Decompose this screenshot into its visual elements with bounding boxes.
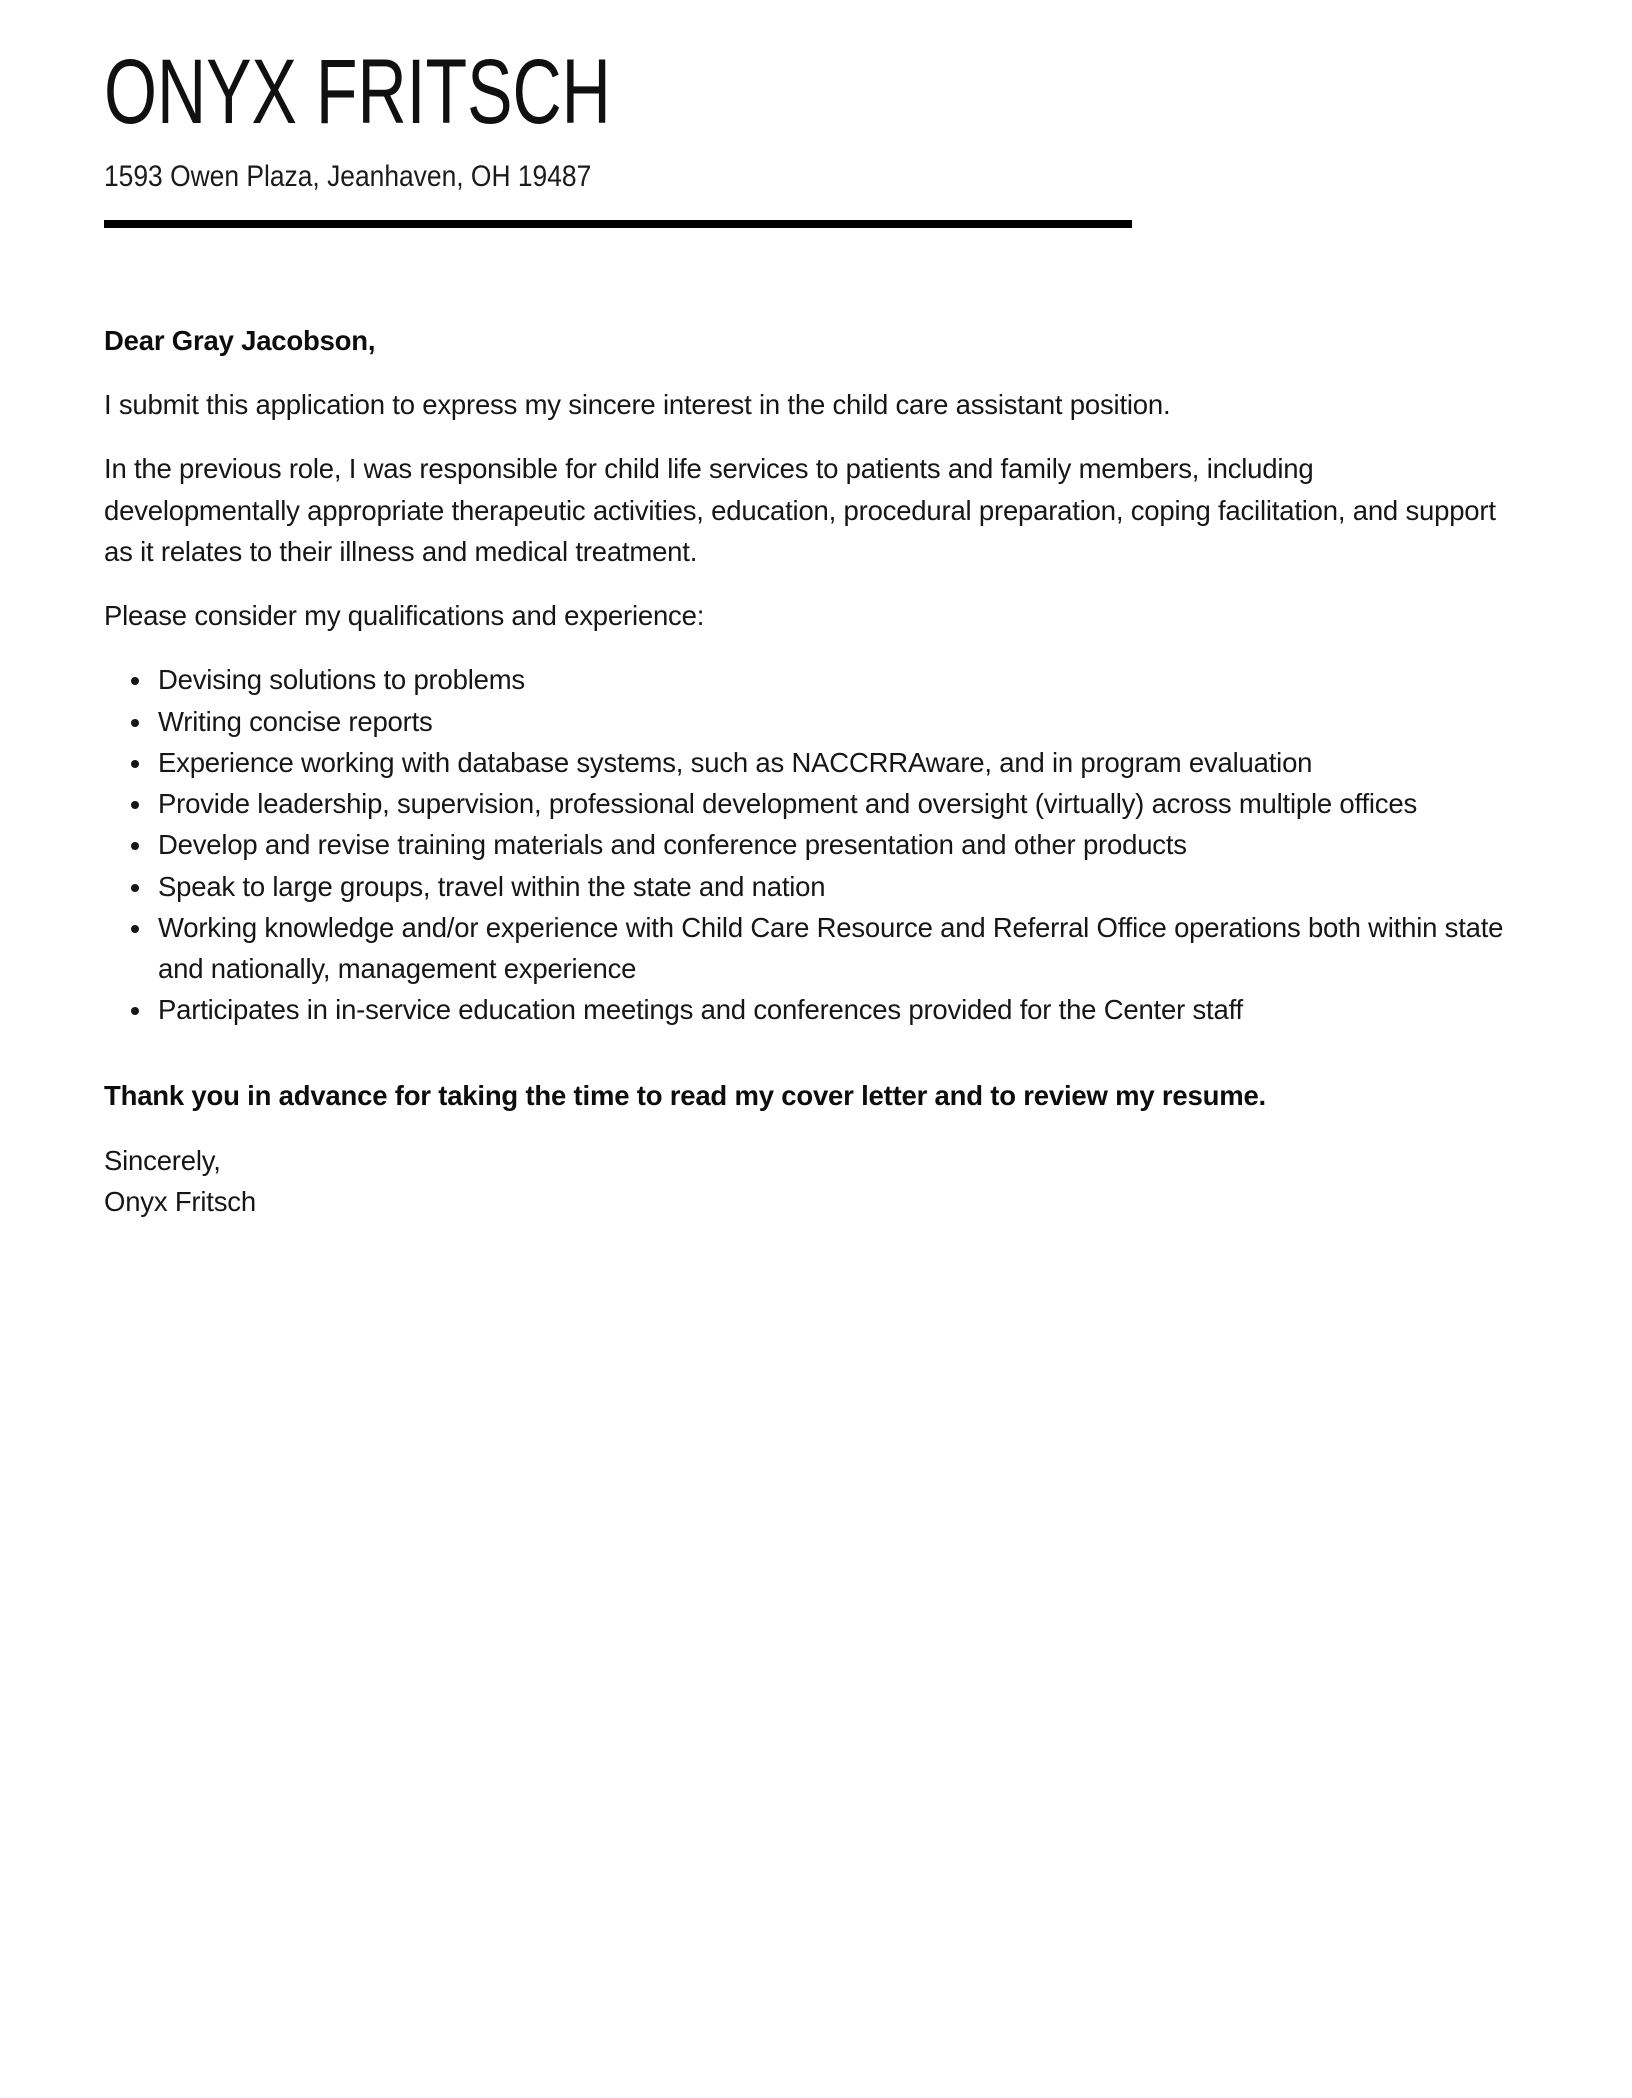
paragraph-qualifications-lead: Please consider my qualifications and experience: bbox=[104, 600, 705, 632]
qualification-item: • Develop and revise training materials and conference presentation and other products bbox=[154, 824, 1504, 865]
salutation: Dear Gray Jacobson, bbox=[104, 324, 376, 356]
header-divider-rule bbox=[104, 220, 1132, 228]
qualifications-list bbox=[104, 659, 1504, 1030]
qualification-item: • Speak to large groups, travel within the state and nation bbox=[154, 866, 1504, 907]
paragraph-intro: I submit this application to express my sincere interest in the child care assistant position. bbox=[104, 389, 1171, 421]
qualification-item: • Working knowledge and/or experience with Child Care Resource and Referral Office operations both within state and nationally, management experience bbox=[154, 907, 1504, 990]
letter-header bbox=[104, 40, 1504, 228]
valediction: Sincerely, bbox=[104, 1144, 221, 1176]
qualification-item: • Experience working with database systems, such as NACCRRAware, and in program evaluation bbox=[154, 742, 1504, 783]
qualification-item: • Provide leadership, supervision, professional development and oversight (virtually) across multiple offices bbox=[154, 783, 1504, 824]
qualification-item: • Devising solutions to problems bbox=[154, 659, 1504, 700]
applicant-name: ONYX FRITSCH bbox=[104, 41, 611, 143]
signature-name: Onyx Fritsch bbox=[104, 1186, 256, 1218]
applicant-address: 1593 Owen Plaza, Jeanhaven, OH 19487 bbox=[104, 159, 592, 193]
qualification-item: • Writing concise reports bbox=[154, 701, 1504, 742]
letter-body bbox=[104, 320, 1504, 1223]
closing-thanks: Thank you in advance for taking the time to read my cover letter and to review my resume. bbox=[104, 1079, 1267, 1111]
paragraph-previous-role: In the previous role, I was responsible for child life services to patients and family members, including developmentally appropriate therapeutic activities, education, procedural preparation, coping facilitation, and support as it relates to their illness and medical treatment. bbox=[104, 453, 1496, 567]
qualification-item: • Participates in in-service education meetings and conferences provided for the Center staff bbox=[154, 989, 1504, 1030]
